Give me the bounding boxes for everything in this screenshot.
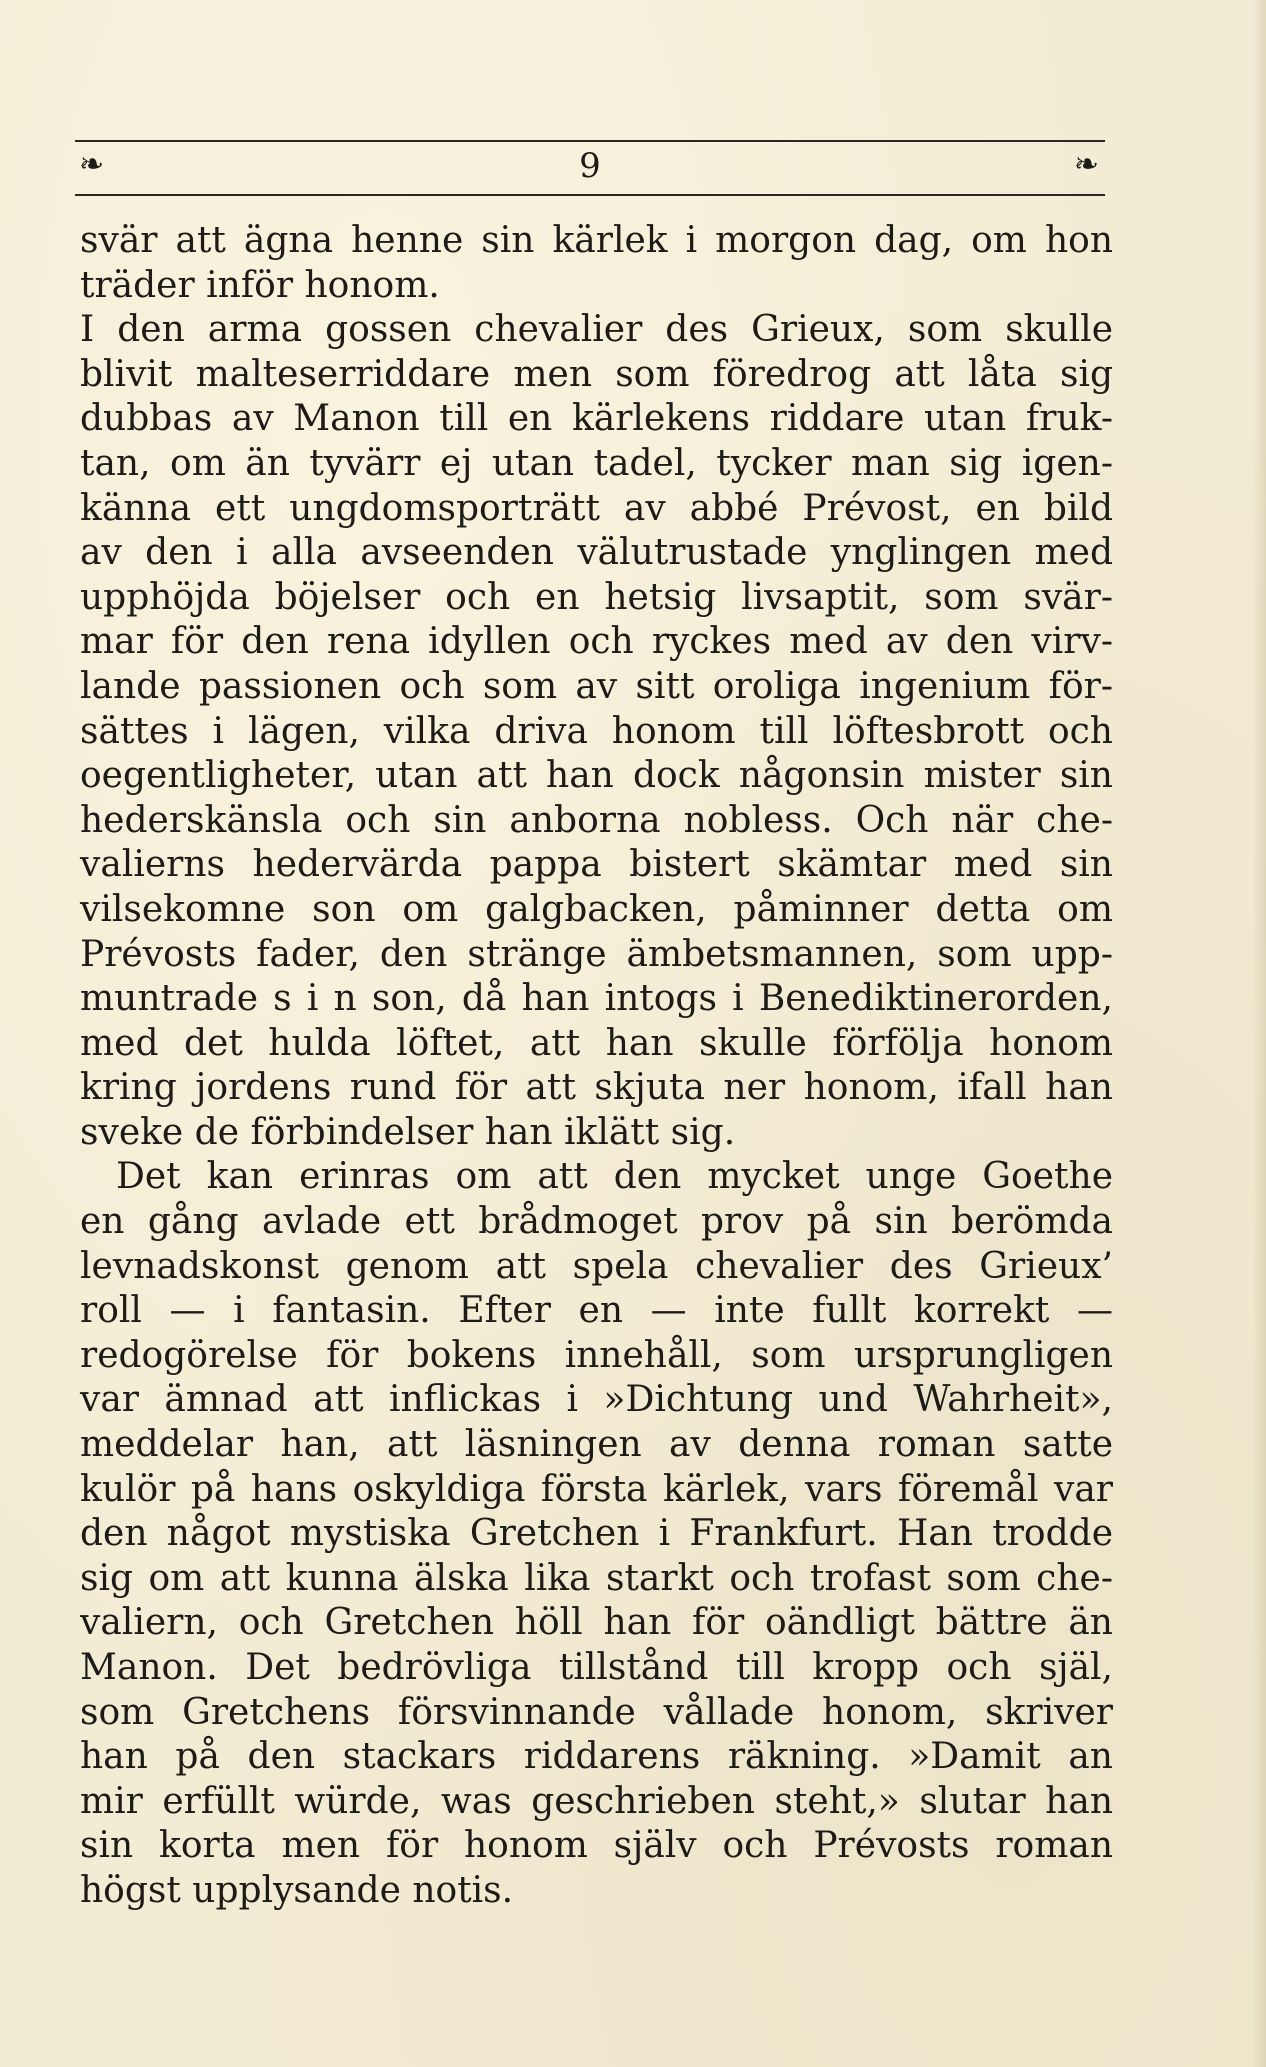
text-line: muntrade s i n son, då han intogs i Benediktinerorden, <box>80 978 1113 1020</box>
text-line: känna ett ungdomsporträtt av abbé Prévost, en bild <box>80 487 1113 529</box>
text-line: upphöjda böjelser och en hetsig livsaptit, som svär- <box>80 576 1113 618</box>
text-line: sättes i lägen, vilka driva honom till löftesbrott och <box>80 710 1113 752</box>
text-line: Prévosts fader, den stränge ämbetsmannen, som upp- <box>80 933 1113 975</box>
text-line: valierns hedervärda pappa bistert skämtar med sin <box>80 844 1113 886</box>
header-rule-bottom <box>75 194 1105 196</box>
text-line: med det hulda löftet, att han skulle förfölja honom <box>80 1022 1113 1064</box>
text-line: sin korta men för honom själv och Prévosts roman <box>80 1825 1113 1867</box>
text-line: som Gretchens försvinnande vållade honom, skriver <box>80 1691 1113 1733</box>
text-line: sig om att kunna älska lika starkt och trofast som che- <box>80 1557 1113 1599</box>
ornament-left-icon: ❧ <box>79 147 105 182</box>
text-line: mar för den rena idyllen och ryckes med av den virv- <box>80 621 1113 663</box>
text-line: den något mystiska Gretchen i Frankfurt. Han trodde <box>80 1513 1113 1555</box>
text-line: dubbas av Manon till en kärlekens riddare utan fruk- <box>80 398 1113 440</box>
text-line: levnadskonst genom att spela chevalier des Grieux’ <box>80 1245 1113 1287</box>
text-line: valiern, och Gretchen höll han för oändligt bättre än <box>80 1602 1113 1644</box>
text-line: blivit malteserriddare men som föredrog att låta sig <box>80 353 1113 395</box>
text-line: oegentligheter, utan att han dock någonsin mister sin <box>80 755 1113 797</box>
page-number: 9 <box>579 146 601 186</box>
text-line: av den i alla avseenden välutrustade ynglingen med <box>80 532 1113 574</box>
running-header <box>75 144 1105 192</box>
text-line: hederskänsla och sin anborna nobless. Och när che- <box>80 799 1113 841</box>
ornament-right-icon: ❧ <box>1073 147 1099 182</box>
text-line: vilsekomne son om galgbacken, påminner detta om <box>80 888 1113 930</box>
header-rule-top <box>75 140 1105 142</box>
text-line: kulör på hans oskyldiga första kärlek, vars föremål var <box>80 1468 1113 1510</box>
text-line: träder inför honom. <box>80 264 440 306</box>
text-line: Manon. Det bedrövliga tillstånd till kropp och själ, <box>80 1647 1113 1688</box>
text-line: en gång avlade ett brådmoget prov på sin berömda <box>80 1201 1113 1243</box>
text-line: mir erfüllt würde, was geschrieben steht,» slutar han <box>80 1780 1113 1822</box>
text-line: sveke de förbindelser han iklätt sig. <box>80 1111 736 1153</box>
page-edge-shadow <box>1252 0 1266 2067</box>
text-line: meddelar han, att läsningen av denna roman satte <box>80 1424 1113 1466</box>
text-line: högst upplysande notis. <box>80 1869 514 1911</box>
text-line: redogörelse för bokens innehåll, som ursprungligen <box>80 1334 1113 1376</box>
text-line: han på den stackars riddarens räkning. »Damit an <box>80 1736 1113 1778</box>
text-line: roll — i fantasin. Efter en — inte fullt korrekt — <box>80 1290 1113 1332</box>
text-line: var ämnad att inflickas i »Dichtung und Wahrheit», <box>80 1379 1113 1421</box>
text-line: I den arma gossen chevalier des Grieux, som skulle <box>80 309 1113 351</box>
text-line: tan, om än tyvärr ej utan tadel, tycker man sig igen- <box>80 442 1113 484</box>
text-line: Det kan erinras om att den mycket unge Goethe <box>116 1156 1113 1198</box>
body-text <box>80 219 1113 1914</box>
text-line: lande passionen och som av sitt oroliga ingenium för- <box>80 665 1113 707</box>
text-line: svär att ägna henne sin kärlek i morgon dag, om hon <box>80 220 1113 261</box>
text-line: kring jordens rund för att skjuta ner honom, ifall han <box>80 1067 1113 1109</box>
